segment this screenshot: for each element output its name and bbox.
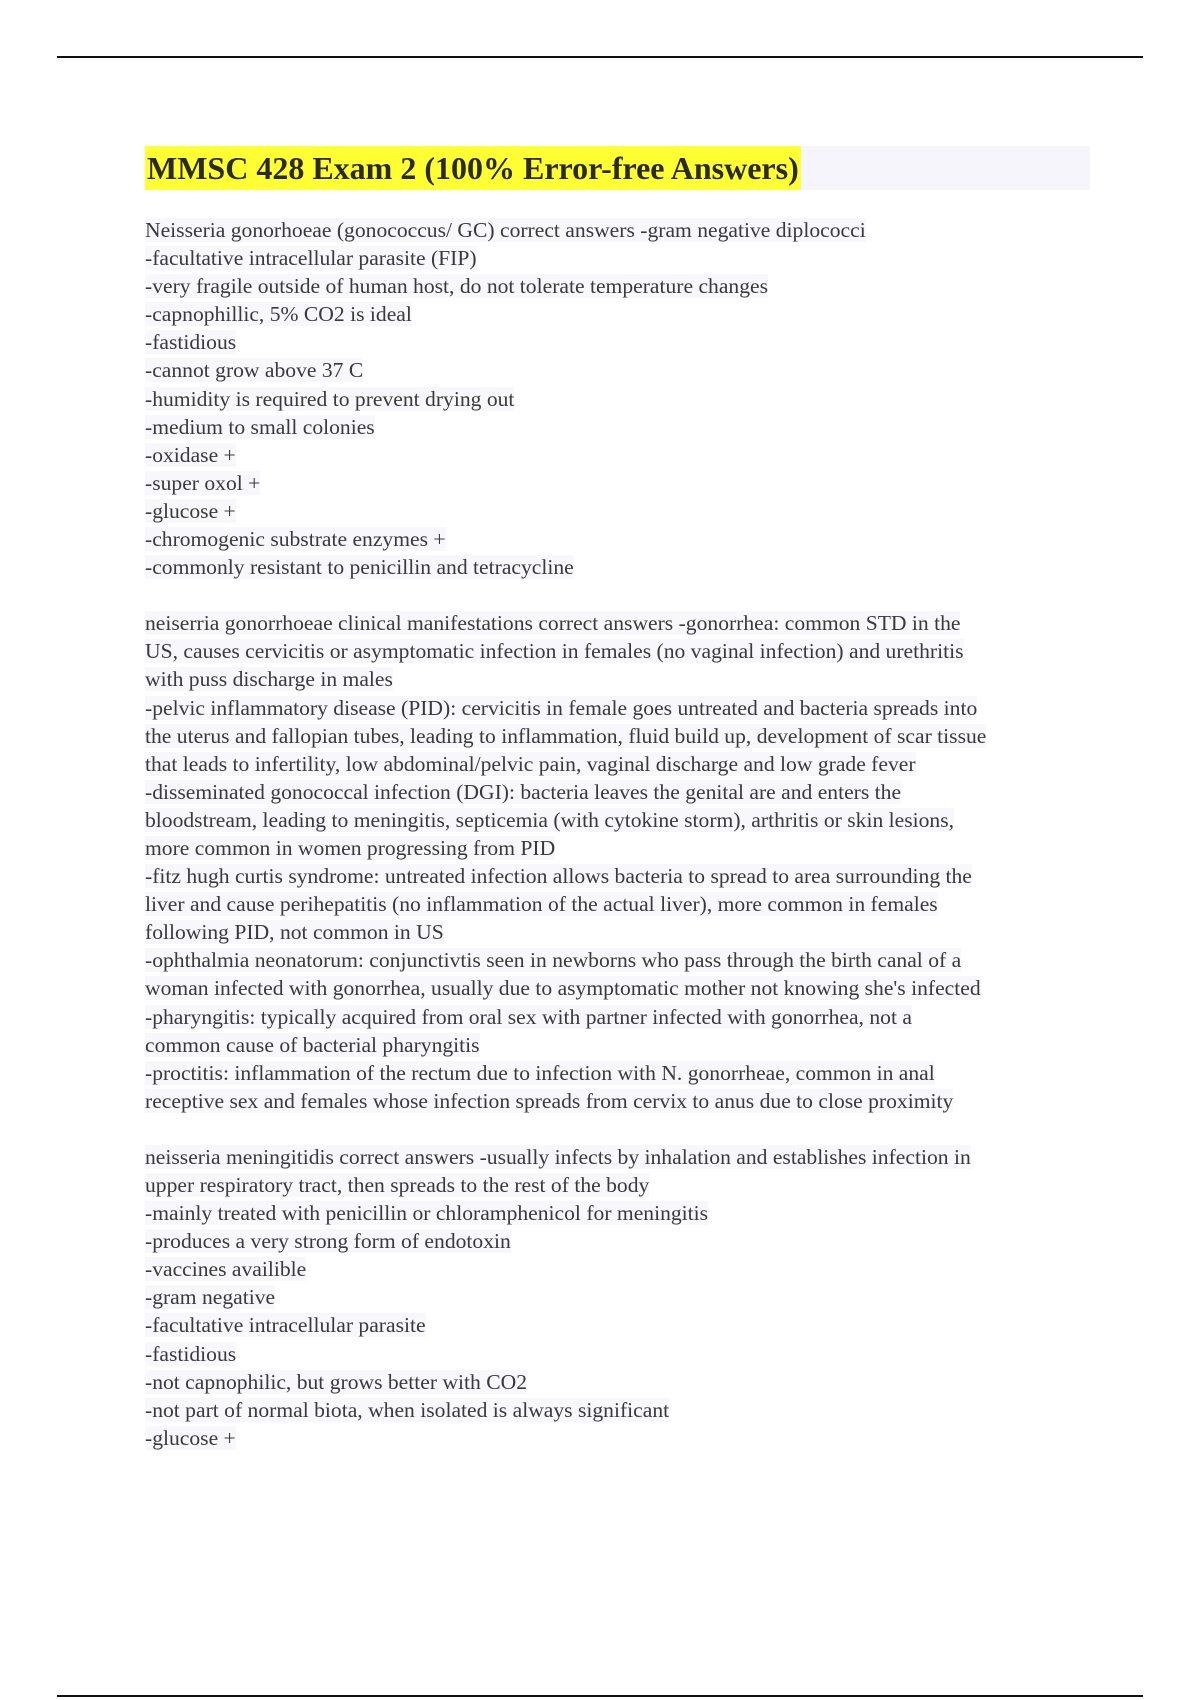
- text-line-content: -not capnophilic, but grows better with CO2: [145, 1369, 528, 1394]
- text-line: [145, 497, 1090, 525]
- text-line: [145, 385, 1090, 413]
- text-line-content: -very fragile outside of human host, do not tolerate temperature changes: [145, 274, 769, 299]
- text-line-content: upper respiratory tract, then spreads to the rest of the body: [145, 1173, 650, 1197]
- text-line: [145, 862, 1090, 890]
- text-line: [145, 806, 1090, 834]
- section-gonorrhoeae: [145, 216, 1090, 581]
- text-line: [145, 1171, 1090, 1199]
- section-gonorrhoeae-clinical: [145, 609, 1090, 1115]
- text-line-content: receptive sex and females whose infection spreads from cervix to anus due to close proximity: [145, 1088, 954, 1113]
- text-line: [145, 1031, 1090, 1059]
- text-line-content: -gram negative: [145, 1285, 276, 1310]
- text-line-content: -cannot grow above 37 C: [145, 358, 364, 383]
- text-line: [145, 1311, 1090, 1339]
- text-line: [145, 553, 1090, 581]
- text-line: [145, 441, 1090, 469]
- text-line: [145, 356, 1090, 384]
- text-line-content: Neisseria gonorhoeae (gonococcus/ GC) correct answers -gram negative diplococci: [145, 218, 866, 242]
- text-line-content: -capnophillic, 5% CO2 is ideal: [145, 302, 412, 327]
- text-line: [145, 890, 1090, 918]
- text-line-content: -humidity is required to prevent drying out: [145, 386, 515, 411]
- text-line-content: -fastidious: [145, 1341, 237, 1366]
- text-line: [145, 469, 1090, 497]
- text-line: [145, 834, 1090, 862]
- text-line-content: -fitz hugh curtis syndrome: untreated infection allows bacteria to spread to area surrounding the: [145, 864, 972, 889]
- text-line-content: -medium to small colonies: [145, 414, 375, 439]
- text-line-content: the uterus and fallopian tubes, leading to inflammation, fluid build up, development of scar tissue: [145, 723, 987, 748]
- text-line: [145, 1199, 1090, 1227]
- text-line: [145, 272, 1090, 300]
- text-line: [145, 1283, 1090, 1311]
- text-line: [145, 974, 1090, 1002]
- document-title: MMSC 428 Exam 2 (100% Error-free Answers): [145, 146, 801, 190]
- text-line-content: US, causes cervicitis or asymptomatic infection in females (no vaginal infection) and urethritis: [145, 639, 964, 664]
- text-line-content: neisseria meningitidis correct answers -usually infects by inhalation and establishes infection in: [145, 1144, 971, 1169]
- text-line-content: neiserria gonorrhoeae clinical manifestations correct answers -gonorrhea: common STD in the: [145, 611, 961, 636]
- text-line-content: -super oxol +: [145, 470, 261, 495]
- text-line-content: -disseminated gonococcal infection (DGI): bacteria leaves the genital are and enters the: [145, 779, 902, 804]
- text-line: [145, 525, 1090, 553]
- text-line-content: following PID, not common in US: [145, 920, 444, 945]
- title-bar: [145, 146, 1090, 190]
- text-line-content: liver and cause perihepatitis (no inflammation of the actual liver), more common in females: [145, 892, 938, 917]
- text-line: [145, 750, 1090, 778]
- text-line-content: -oxidase +: [145, 442, 236, 467]
- text-line: [145, 1368, 1090, 1396]
- text-line-content: that leads to infertility, low abdominal/pelvic pain, vaginal discharge and low grade fever: [145, 751, 916, 776]
- text-line: [145, 244, 1090, 272]
- text-line: [145, 778, 1090, 806]
- text-line-content: common cause of bacterial pharyngitis: [145, 1032, 480, 1057]
- text-line-content: -produces a very strong form of endotoxin: [145, 1229, 511, 1254]
- text-line-content: -facultative intracellular parasite (FIP): [145, 246, 477, 271]
- text-line: [145, 216, 1090, 244]
- text-line: [145, 665, 1090, 693]
- text-line-content: -ophthalmia neonatorum: conjunctivtis seen in newborns who pass through the birth canal of a: [145, 948, 962, 973]
- text-line: [145, 722, 1090, 750]
- text-line: [145, 918, 1090, 946]
- text-line: [145, 694, 1090, 722]
- text-line-content: -commonly resistant to penicillin and tetracycline: [145, 555, 574, 580]
- text-line-content: -chromogenic substrate enzymes +: [145, 527, 446, 552]
- text-line: [145, 1396, 1090, 1424]
- top-rule: [57, 56, 1143, 58]
- text-line-content: -pelvic inflammatory disease (PID): cervicitis in female goes untreated and bacteria spreads into: [145, 695, 978, 720]
- text-line: [145, 328, 1090, 356]
- text-line-content: -vaccines availible: [145, 1257, 307, 1282]
- text-line: [145, 637, 1090, 665]
- section-meningitidis: [145, 1143, 1090, 1452]
- text-line-content: -not part of normal biota, when isolated is always significant: [145, 1397, 670, 1422]
- text-line: [145, 1003, 1090, 1031]
- text-line: [145, 1059, 1090, 1087]
- text-line-content: bloodstream, leading to meningitis, septicemia (with cytokine storm), arthritis or skin lesions,: [145, 807, 955, 832]
- text-line: [145, 1424, 1090, 1452]
- bottom-rule: [57, 1695, 1143, 1697]
- text-line-content: -glucose +: [145, 1425, 236, 1450]
- text-line-content: woman infected with gonorrhea, usually due to asymptomatic mother not knowing she's infected: [145, 976, 981, 1001]
- text-line-content: -glucose +: [145, 498, 236, 523]
- text-line: [145, 1227, 1090, 1255]
- text-line-content: more common in women progressing from PID: [145, 835, 556, 860]
- text-line: [145, 1340, 1090, 1368]
- text-line-content: -proctitis: inflammation of the rectum due to infection with N. gonorrheae, common in anal: [145, 1060, 935, 1085]
- text-line: [145, 609, 1090, 637]
- text-line-content: with puss discharge in males: [145, 667, 393, 692]
- text-line: [145, 1087, 1090, 1115]
- text-line-content: -fastidious: [145, 330, 237, 355]
- document-body: [145, 146, 1090, 1480]
- text-line: [145, 1255, 1090, 1283]
- text-line: [145, 946, 1090, 974]
- text-line: [145, 413, 1090, 441]
- text-line: [145, 1143, 1090, 1171]
- text-line: [145, 300, 1090, 328]
- text-line-content: -facultative intracellular parasite: [145, 1313, 426, 1338]
- text-line-content: -mainly treated with penicillin or chloramphenicol for meningitis: [145, 1201, 709, 1226]
- text-line-content: -pharyngitis: typically acquired from oral sex with partner infected with gonorrhea, not a: [145, 1004, 912, 1029]
